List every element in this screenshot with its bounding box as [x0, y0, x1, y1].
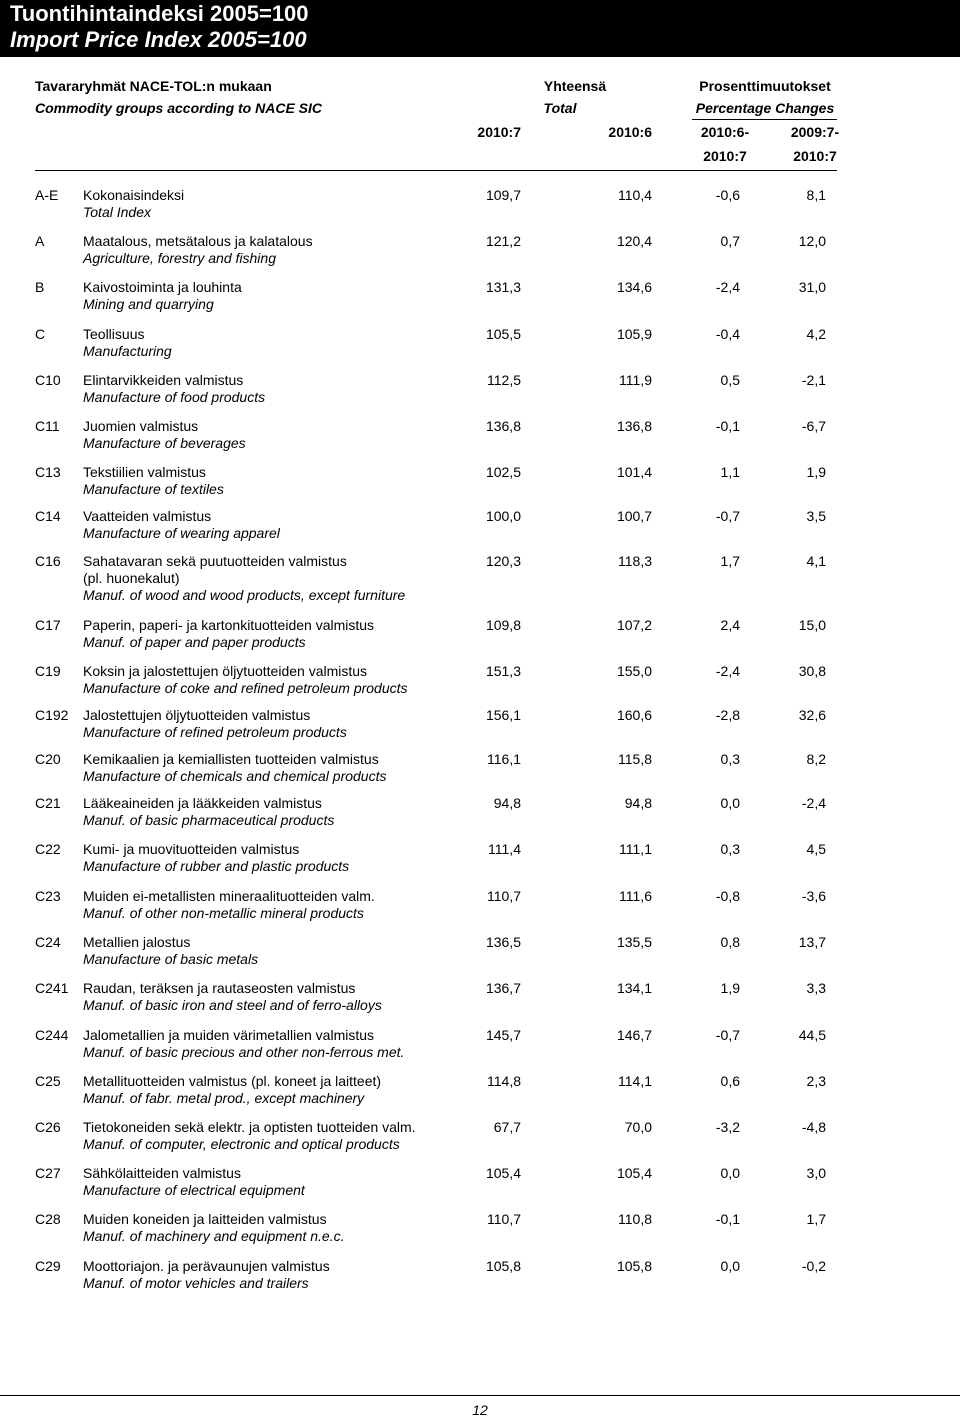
groups-header-fi: Tavararyhmät NACE-TOL:n mukaan — [35, 78, 272, 94]
row-value-2010-7: 131,3 — [485, 279, 521, 295]
page-title: Tuontihintaindeksi 2005=100 — [10, 1, 309, 26]
row-value-2010-6: 111,9 — [619, 372, 652, 388]
row-change-year: 1,7 — [806, 1211, 826, 1227]
row-name-en: Mining and quarrying — [83, 296, 214, 312]
table-row — [0, 888, 960, 934]
col-header-2: 2010:6 — [608, 124, 652, 140]
row-change-month: -0,4 — [715, 326, 740, 342]
row-code: C244 — [35, 1027, 69, 1043]
col-header-3a: 2010:6- — [700, 124, 750, 140]
table-row — [0, 663, 960, 709]
row-code: C26 — [35, 1119, 61, 1135]
row-value-2010-7: 121,2 — [485, 233, 521, 249]
row-change-year: 13,7 — [798, 934, 826, 950]
table-row — [0, 1165, 960, 1211]
row-name-en: Manuf. of computer, electronic and optical products — [83, 1136, 400, 1152]
row-value-2010-6: 160,6 — [616, 707, 652, 723]
row-name-en: Manuf. of fabr. metal prod., except machinery — [83, 1090, 365, 1106]
row-value-2010-6: 114,1 — [618, 1073, 652, 1089]
row-value-2010-6: 136,8 — [616, 418, 652, 434]
row-name-fi: Lääkeaineiden ja lääkkeiden valmistus — [83, 795, 322, 811]
row-code: C21 — [35, 795, 61, 811]
groups-header-en: Commodity groups according to NACE SIC — [35, 100, 323, 116]
col-header-4a: 2009:7- — [790, 124, 840, 140]
table-row — [0, 980, 960, 1026]
row-value-2010-6: 105,9 — [616, 326, 652, 342]
row-value-2010-7: 102,5 — [485, 464, 521, 480]
table-row — [0, 233, 960, 279]
row-change-month: 0,7 — [720, 233, 740, 249]
row-name-en: Manuf. of basic iron and steel and of ferro-alloys — [83, 997, 382, 1013]
row-name-en: Manuf. of paper and paper products — [83, 634, 306, 650]
row-code: C — [35, 326, 46, 342]
row-name-fi: Jalometallien ja muiden värimetallien valmistus — [83, 1027, 375, 1043]
row-value-2010-6: 135,5 — [616, 934, 652, 950]
row-name-en: Agriculture, forestry and fishing — [83, 250, 276, 266]
row-change-month: 1,9 — [720, 980, 740, 996]
table-row — [0, 418, 960, 464]
page-number: 12 — [472, 1402, 488, 1418]
row-name-en: Manuf. of wood and wood products, except furniture — [83, 587, 406, 603]
row-value-2010-7: 145,7 — [485, 1027, 521, 1043]
row-value-2010-6: 111,1 — [619, 841, 652, 857]
row-change-month: 0,0 — [720, 795, 740, 811]
row-code: C22 — [35, 841, 61, 857]
row-change-year: 4,2 — [806, 326, 826, 342]
footer-rule — [0, 1395, 960, 1396]
row-value-2010-6: 101,4 — [616, 464, 652, 480]
row-name-fi: Elintarvikkeiden valmistus — [83, 372, 244, 388]
row-code: B — [35, 279, 45, 295]
row-name-fi: Sahatavaran sekä puutuotteiden valmistus — [83, 553, 347, 569]
row-change-month: -3,2 — [715, 1119, 740, 1135]
row-change-year: 1,9 — [806, 464, 826, 480]
row-change-year: -0,2 — [801, 1258, 826, 1274]
row-change-month: -2,8 — [715, 707, 740, 723]
row-change-month: 1,7 — [720, 553, 740, 569]
row-change-year: 8,2 — [806, 751, 826, 767]
row-value-2010-7: 116,1 — [487, 751, 521, 767]
row-name-en: Manufacture of chemicals and chemical products — [83, 768, 387, 784]
row-change-month: 0,0 — [720, 1258, 740, 1274]
row-value-2010-7: 136,5 — [485, 934, 521, 950]
row-value-2010-6: 155,0 — [616, 663, 652, 679]
row-change-month: 0,8 — [720, 934, 740, 950]
row-value-2010-6: 118,3 — [618, 553, 652, 569]
row-code: C11 — [35, 418, 60, 434]
row-change-year: -2,1 — [801, 372, 826, 388]
row-name-fi: Tietokoneiden sekä elektr. ja optisten tuotteiden valm. — [83, 1119, 416, 1135]
col-header-3b: 2010:7 — [703, 148, 747, 164]
table-row — [0, 372, 960, 418]
pct-header-fi: Prosenttimuutokset — [699, 78, 831, 94]
row-code: C29 — [35, 1258, 61, 1274]
row-name-fi: Kumi- ja muovituotteiden valmistus — [83, 841, 300, 857]
row-name-fi: Sähkölaitteiden valmistus — [83, 1165, 241, 1181]
row-name-en: Manuf. of motor vehicles and trailers — [83, 1275, 309, 1291]
row-name-en: Manuf. of basic precious and other non-ferrous met. — [83, 1044, 405, 1060]
total-header-fi: Yhteensä — [543, 78, 607, 94]
table-row — [0, 841, 960, 887]
row-change-month: -0,8 — [715, 888, 740, 904]
row-change-year: 4,1 — [806, 553, 826, 569]
row-name-en: Manufacture of refined petroleum products — [83, 724, 347, 740]
row-value-2010-7: 110,7 — [487, 1211, 521, 1227]
row-name-en: Manuf. of machinery and equipment n.e.c. — [83, 1228, 345, 1244]
row-name-fi: Muiden koneiden ja laitteiden valmistus — [83, 1211, 327, 1227]
row-change-month: -0,6 — [715, 187, 740, 203]
row-change-month: 1,1 — [720, 464, 740, 480]
row-name-fi: Metallien jalostus — [83, 934, 191, 950]
row-name-fi: Raudan, teräksen ja rautaseosten valmistus — [83, 980, 356, 996]
table-row — [0, 187, 960, 233]
row-name-en: Manufacture of electrical equipment — [83, 1182, 305, 1198]
row-name-fi: Juomien valmistus — [83, 418, 199, 434]
row-value-2010-7: 136,7 — [485, 980, 521, 996]
row-value-2010-6: 115,8 — [618, 751, 652, 767]
row-name-fi-cont: (pl. huonekalut) — [83, 570, 180, 586]
row-change-month: 0,0 — [720, 1165, 740, 1181]
row-value-2010-6: 111,6 — [619, 888, 652, 904]
row-name-fi: Metallituotteiden valmistus (pl. koneet ja laitteet) — [83, 1073, 382, 1089]
row-name-fi: Jalostettujen öljytuotteiden valmistus — [83, 707, 311, 723]
row-value-2010-7: 151,3 — [485, 663, 521, 679]
row-change-year: 31,0 — [798, 279, 826, 295]
page-subtitle: Import Price Index 2005=100 — [10, 27, 307, 52]
row-value-2010-6: 107,2 — [616, 617, 652, 633]
total-header-en: Total — [543, 100, 577, 116]
row-change-month: 2,4 — [720, 617, 740, 633]
row-name-en: Total Index — [83, 204, 151, 220]
row-change-year: -6,7 — [801, 418, 826, 434]
row-name-en: Manuf. of basic pharmaceutical products — [83, 812, 335, 828]
row-change-year: 3,0 — [806, 1165, 826, 1181]
table-row — [0, 751, 960, 797]
row-name-fi: Teollisuus — [83, 326, 145, 342]
row-value-2010-6: 134,6 — [616, 279, 652, 295]
row-value-2010-6: 105,4 — [616, 1165, 652, 1181]
row-change-year: 2,3 — [806, 1073, 826, 1089]
row-name-fi: Kaivostoiminta ja louhinta — [83, 279, 242, 295]
row-value-2010-7: 94,8 — [493, 795, 521, 811]
row-code: A — [35, 233, 45, 249]
row-change-year: 8,1 — [806, 187, 826, 203]
row-change-year: 12,0 — [798, 233, 826, 249]
table-row — [0, 795, 960, 841]
row-value-2010-6: 94,8 — [624, 795, 652, 811]
row-code: C24 — [35, 934, 61, 950]
col-header-1: 2010:7 — [477, 124, 521, 140]
row-value-2010-7: 105,5 — [485, 326, 521, 342]
row-value-2010-7: 105,4 — [485, 1165, 521, 1181]
row-change-year: 3,3 — [806, 980, 826, 996]
row-change-year: -2,4 — [801, 795, 826, 811]
table-row — [0, 279, 960, 325]
row-value-2010-7: 112,5 — [487, 372, 521, 388]
row-code: C19 — [35, 663, 61, 679]
row-code: C10 — [35, 372, 61, 388]
table-row — [0, 1119, 960, 1165]
row-code: C23 — [35, 888, 61, 904]
row-code: C16 — [35, 553, 61, 569]
row-value-2010-6: 146,7 — [616, 1027, 652, 1043]
row-value-2010-7: 109,8 — [485, 617, 521, 633]
row-name-fi: Kokonaisindeksi — [83, 187, 185, 203]
table-row — [0, 1211, 960, 1257]
row-value-2010-7: 120,3 — [485, 553, 521, 569]
row-name-fi: Moottoriajon. ja perävaunujen valmistus — [83, 1258, 330, 1274]
row-code: C192 — [35, 707, 69, 723]
row-name-en: Manufacturing — [83, 343, 172, 359]
row-value-2010-7: 100,0 — [485, 508, 521, 524]
row-value-2010-7: 136,8 — [485, 418, 521, 434]
row-change-year: 44,5 — [798, 1027, 826, 1043]
row-name-en: Manufacture of textiles — [83, 481, 224, 497]
row-name-fi: Tekstiilien valmistus — [83, 464, 206, 480]
row-name-en: Manuf. of other non-metallic mineral products — [83, 905, 364, 921]
row-change-month: 0,6 — [720, 1073, 740, 1089]
row-code: C14 — [35, 508, 61, 524]
row-name-en: Manufacture of coke and refined petroleum products — [83, 680, 408, 696]
row-name-en: Manufacture of beverages — [83, 435, 246, 451]
row-change-month: -0,7 — [715, 1027, 740, 1043]
row-change-month: -0,7 — [715, 508, 740, 524]
table-row — [0, 617, 960, 663]
row-change-year: 30,8 — [798, 663, 826, 679]
row-change-month: -0,1 — [715, 418, 740, 434]
row-value-2010-7: 105,8 — [485, 1258, 521, 1274]
row-name-fi: Koksin ja jalostettujen öljytuotteiden valmistus — [83, 663, 368, 679]
table-row — [0, 464, 960, 510]
row-name-en: Manufacture of wearing apparel — [83, 525, 280, 541]
row-change-year: 32,6 — [798, 707, 826, 723]
row-change-year: 15,0 — [798, 617, 826, 633]
row-value-2010-7: 67,7 — [493, 1119, 521, 1135]
table-row — [0, 1027, 960, 1073]
row-change-month: 0,5 — [720, 372, 740, 388]
col-header-4b: 2010:7 — [793, 148, 837, 164]
row-code: C13 — [35, 464, 61, 480]
row-code: C20 — [35, 751, 61, 767]
table-row — [0, 934, 960, 980]
row-value-2010-6: 100,7 — [616, 508, 652, 524]
row-name-fi: Maatalous, metsätalous ja kalatalous — [83, 233, 313, 249]
row-code: C17 — [35, 617, 61, 633]
row-change-year: -3,6 — [801, 888, 826, 904]
row-code: C28 — [35, 1211, 61, 1227]
table-row — [0, 1258, 960, 1304]
row-code: C25 — [35, 1073, 61, 1089]
row-name-en: Manufacture of food products — [83, 389, 266, 405]
row-value-2010-6: 110,4 — [618, 187, 652, 203]
row-change-month: -0,1 — [715, 1211, 740, 1227]
row-value-2010-7: 114,8 — [487, 1073, 521, 1089]
row-name-fi: Kemikaalien ja kemiallisten tuotteiden valmistus — [83, 751, 379, 767]
row-code: C27 — [35, 1165, 61, 1181]
row-change-year: 3,5 — [806, 508, 826, 524]
row-code: A-E — [35, 187, 59, 203]
row-change-year: -4,8 — [801, 1119, 826, 1135]
row-name-fi: Paperin, paperi- ja kartonkituotteiden valmistus — [83, 617, 375, 633]
row-value-2010-7: 110,7 — [487, 888, 521, 904]
row-value-2010-6: 110,8 — [618, 1211, 652, 1227]
row-name-fi: Vaatteiden valmistus — [83, 508, 212, 524]
row-code: C241 — [35, 980, 69, 996]
table-row — [0, 707, 960, 753]
row-value-2010-7: 111,4 — [488, 841, 521, 857]
row-value-2010-6: 134,1 — [616, 980, 652, 996]
row-change-year: 4,5 — [806, 841, 826, 857]
row-change-month: 0,3 — [720, 841, 740, 857]
row-value-2010-7: 156,1 — [485, 707, 521, 723]
row-value-2010-7: 109,7 — [485, 187, 521, 203]
row-change-month: -2,4 — [715, 663, 740, 679]
row-value-2010-6: 120,4 — [616, 233, 652, 249]
pct-header-en: Percentage Changes — [695, 100, 835, 116]
row-change-month: 0,3 — [720, 751, 740, 767]
table-row — [0, 553, 960, 603]
row-value-2010-6: 105,8 — [616, 1258, 652, 1274]
row-change-month: -2,4 — [715, 279, 740, 295]
table-row — [0, 326, 960, 372]
row-name-en: Manufacture of rubber and plastic products — [83, 858, 350, 874]
row-name-en: Manufacture of basic metals — [83, 951, 259, 967]
row-value-2010-6: 70,0 — [624, 1119, 652, 1135]
table-row — [0, 508, 960, 554]
table-row — [0, 1073, 960, 1119]
row-name-fi: Muiden ei-metallisten mineraalituotteiden valm. — [83, 888, 375, 904]
